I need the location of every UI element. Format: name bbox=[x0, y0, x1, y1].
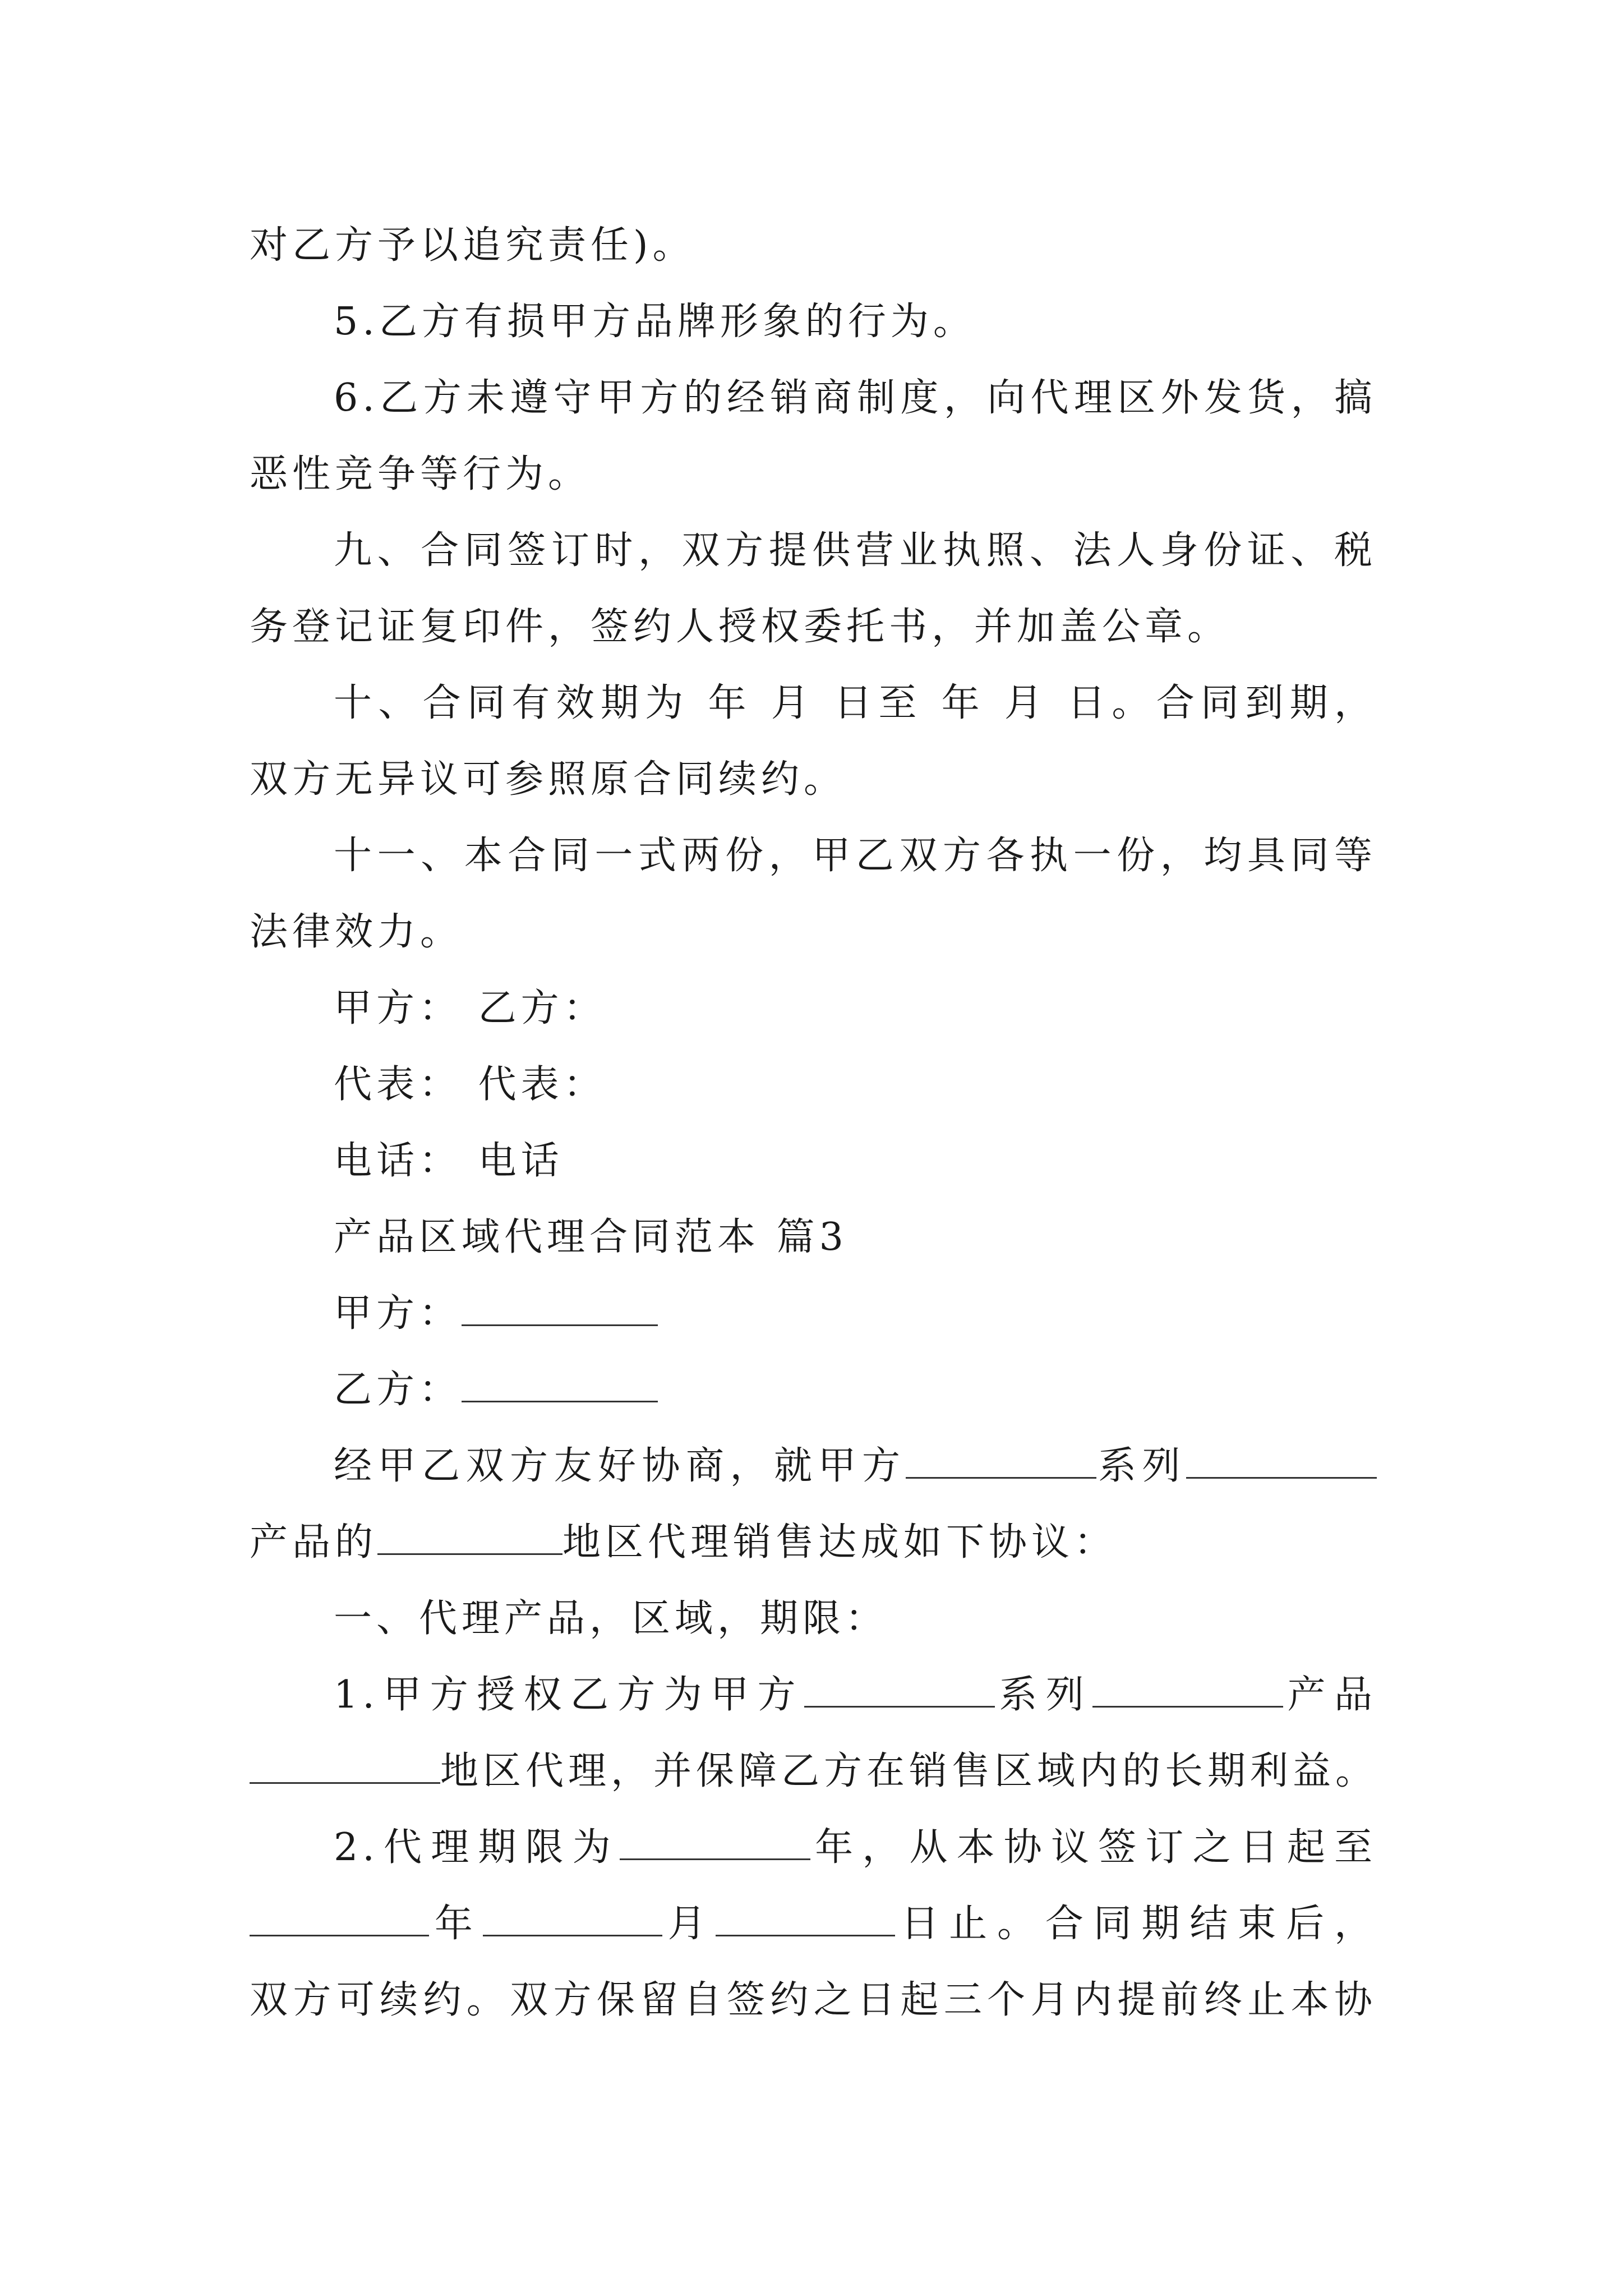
item-part: 1.甲方授权乙方为甲方 bbox=[334, 1673, 804, 1717]
text-line: 对乙方予以追究责任)。 bbox=[250, 223, 695, 268]
item-part: 月 bbox=[662, 1902, 716, 1946]
fill-blank bbox=[377, 1521, 562, 1555]
item-line bbox=[250, 1810, 1377, 1886]
text-line: 恶性竞争等行为。 bbox=[250, 452, 591, 496]
fill-blank bbox=[462, 1292, 658, 1326]
fill-blank bbox=[906, 1444, 1096, 1479]
fill-blank bbox=[250, 1750, 440, 1784]
party-b-label: 乙方： bbox=[334, 1368, 462, 1412]
party-a-line bbox=[250, 1276, 1377, 1352]
intro-line bbox=[250, 1428, 1377, 1504]
fill-blank bbox=[483, 1902, 662, 1936]
text-line: 九、合同签订时，双方提供营业执照、法人身份证、税 bbox=[334, 528, 1377, 573]
fill-blank bbox=[462, 1368, 658, 1402]
party-a-label: 甲方： bbox=[334, 1291, 462, 1336]
text-line: 十、合同有效期为 年 月 日至 年 月 日。合同到期， bbox=[334, 681, 1377, 725]
fill-blank bbox=[620, 1826, 810, 1860]
fill-blank bbox=[1186, 1444, 1377, 1479]
signature-line: 甲方： 乙方： bbox=[334, 986, 606, 1030]
document-page bbox=[250, 208, 1377, 2039]
text-line: 法律效力。 bbox=[250, 910, 463, 954]
fill-blank bbox=[1092, 1673, 1283, 1708]
fill-blank bbox=[250, 1902, 429, 1936]
item-line bbox=[250, 1733, 1377, 1810]
item-part: 地区代理，并保障乙方在销售区域内的长期利益。 bbox=[440, 1749, 1378, 1793]
section-heading: 产品区域代理合同范本 篇3 bbox=[334, 1215, 848, 1259]
item-line bbox=[250, 1657, 1377, 1733]
party-b-line bbox=[250, 1352, 1377, 1428]
item-part: 年 bbox=[429, 1902, 483, 1946]
item-line bbox=[250, 1886, 1377, 1962]
item-part: 日止。合同期结束后， bbox=[895, 1902, 1377, 1946]
item-part: 年，从本协议签订之日起至 bbox=[810, 1825, 1377, 1870]
item-part: 产品 bbox=[1283, 1673, 1377, 1717]
section-title: 一、代理产品，区域，期限： bbox=[334, 1596, 888, 1641]
text-line: 双方可续约。双方保留自签约之日起三个月内提前终止本协 bbox=[250, 1978, 1377, 2022]
item-part: 2.代理期限为 bbox=[334, 1825, 620, 1870]
intro-part: 系列 bbox=[1096, 1444, 1186, 1488]
text-line: 双方无异议可参照原合同续约。 bbox=[250, 757, 847, 802]
item-part: 系列 bbox=[994, 1673, 1093, 1717]
text-line: 5.乙方有损甲方品牌形象的行为。 bbox=[334, 300, 976, 344]
text-line: 务登记证复印件，签约人授权委托书，并加盖公章。 bbox=[250, 605, 1230, 649]
text-line: 十一、本合同一式两份，甲乙双方各执一份，均具同等 bbox=[334, 834, 1377, 878]
intro-line bbox=[250, 1504, 1377, 1581]
signature-line: 电话： 电话 bbox=[334, 1139, 564, 1183]
signature-line: 代表： 代表： bbox=[334, 1062, 606, 1107]
text-line: 6.乙方未遵守甲方的经销商制度，向代理区外发货，搞 bbox=[334, 376, 1377, 420]
intro-part: 地区代理销售达成如下协议： bbox=[562, 1520, 1117, 1565]
intro-part: 经甲乙双方友好协商，就甲方 bbox=[334, 1444, 906, 1488]
intro-part: 产品的 bbox=[250, 1520, 378, 1565]
fill-blank bbox=[716, 1902, 895, 1936]
fill-blank bbox=[804, 1673, 995, 1708]
